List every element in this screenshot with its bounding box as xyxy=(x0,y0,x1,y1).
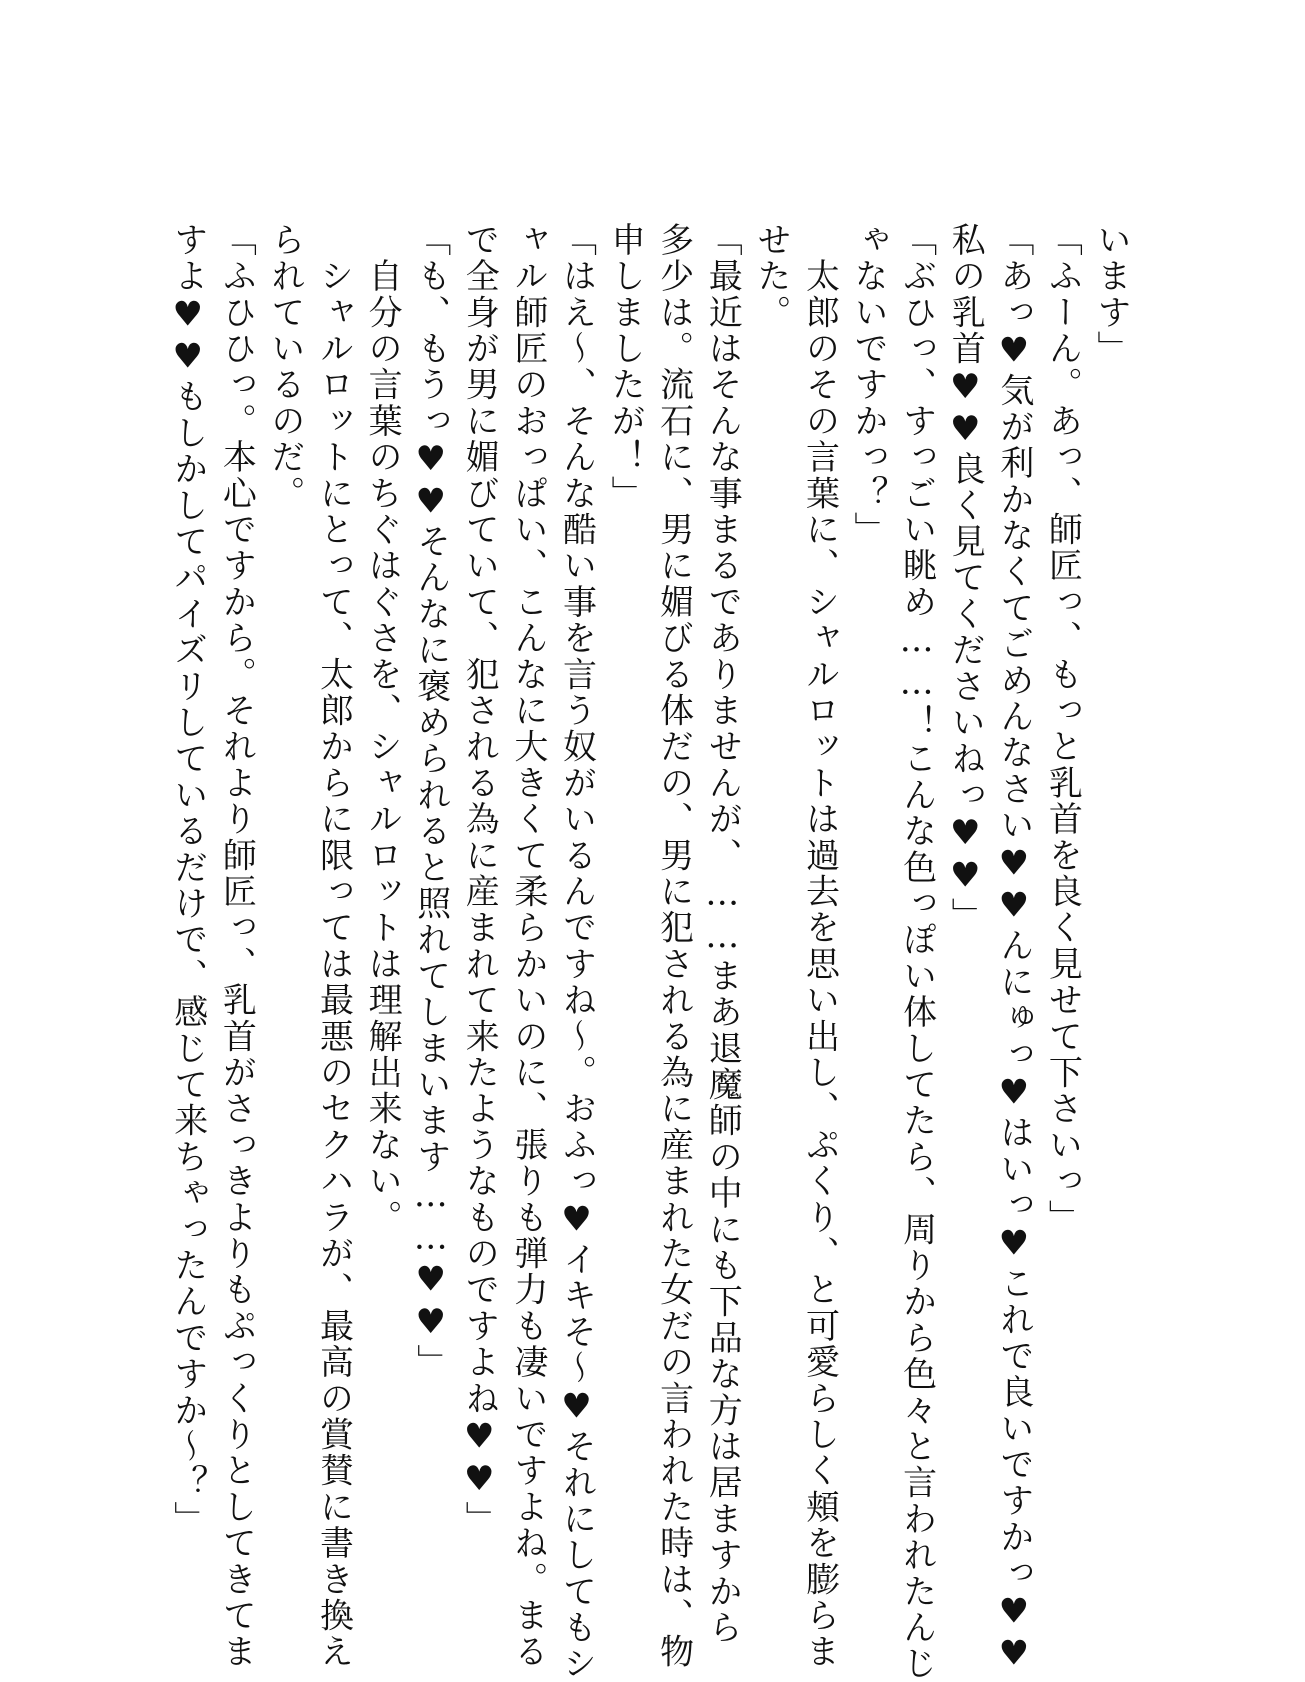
text-line: せた。 xyxy=(750,222,791,331)
text-line: ャル師匠のおっぱい、こんなに大きくて柔らかいのに、張りも弾力も凄いですよね。まる xyxy=(507,222,548,1670)
text-line: 申しましたが！」 xyxy=(605,222,646,512)
text-line: 「最近はそんな事まるでありませんが、……まあ退魔師の中にも下品な方は居ますから xyxy=(702,222,743,1646)
text-line: 自分の言葉のちぐはぐさを、シャルロットは理解出来ない。 xyxy=(362,222,403,1236)
text-line: られているのだ。 xyxy=(264,222,305,512)
text-line: で全身が男に媚びていて、犯される為に産まれて来たようなものですよね♥♥」 xyxy=(459,222,500,1538)
vertical-text-page xyxy=(165,222,1135,1682)
text-line: います」 xyxy=(1091,222,1131,367)
text-line: 私の乳首♥♥良く見てくださいねっ♥♥」 xyxy=(945,222,986,934)
text-line: ゃないですかっ？」 xyxy=(848,222,889,548)
text-line: 「ふーん。あっ、師匠っ、もっと乳首を良く見せて下さいっ」 xyxy=(1042,222,1083,1236)
text-line: 「ふひひっ。本心ですから。それより師匠っ、乳首がさっきよりもぷっくりとしてきてま xyxy=(216,222,257,1670)
text-line: 「ぶひっ、すっごい眺め……！こんな色っぽい体してたら、周りから色々と言われたんじ xyxy=(896,222,937,1682)
text-line: シャルロットにとって、太郎からに限っては最悪のセクハラが、最高の賞賛に書き換え xyxy=(313,222,354,1670)
text-line: 「はえ～、そんな酷い事を言う奴がいるんですね～。おふっ♥イキそ～♥それにしてもシ xyxy=(556,222,597,1682)
text-line: 多少は。流石に、男に媚びる体だの、男に犯される為に産まれた女だの言われた時は、物 xyxy=(653,222,694,1670)
text-line: 「あっ♥気が利かなくてごめんなさい♥♥んにゅっ♥はいっ♥これで良いですかっ♥♥ xyxy=(993,222,1034,1676)
text-line: 「も、もうっ♥♥そんなに褒められると照れてしまいます……♥♥」 xyxy=(410,222,451,1381)
text-line: すよ♥♥もしかしてパイズリしているだけで、感じて来ちゃったんですか～？」 xyxy=(167,222,208,1538)
text-line: 太郎のその言葉に、シャルロットは過去を思い出し、ぷくり、と可愛らしく頬を膨らま xyxy=(799,222,840,1670)
